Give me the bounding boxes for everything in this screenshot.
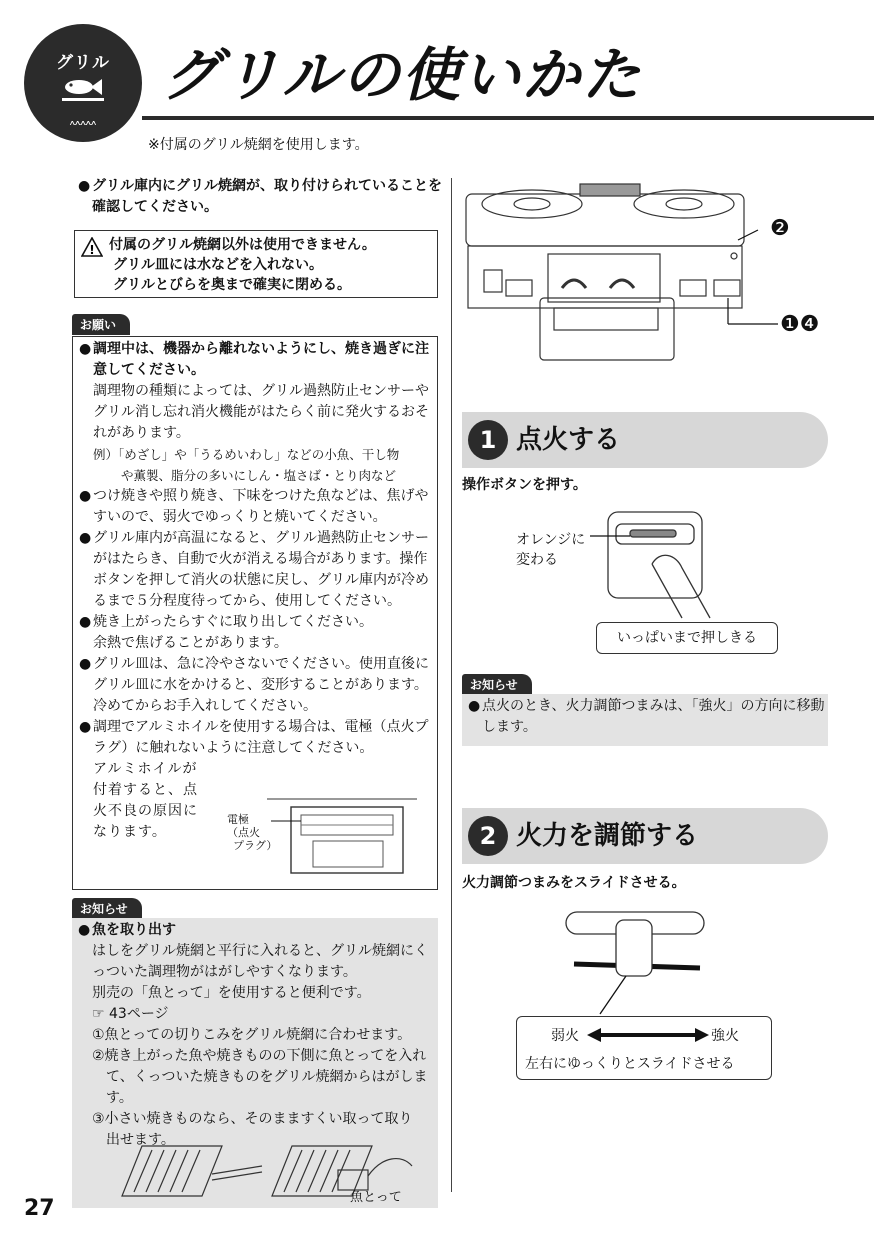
- request-item-1-example-2: や薫製、脂分の多いにしん・塩さば・とり肉など: [121, 468, 397, 483]
- column-divider: [451, 178, 452, 1192]
- step-2-header: [462, 808, 828, 864]
- page-number: 27: [24, 1196, 55, 1221]
- request-tag: お願い: [72, 314, 130, 335]
- ignition-button-illustration: [590, 506, 720, 626]
- request-item-6: ● 調理でアルミホイルを使用する場合は、電極（点火プラグ）に触れないように注意してください。: [79, 719, 429, 756]
- request-box: [72, 336, 438, 890]
- badge-label: グリル: [56, 53, 110, 73]
- push-fully-label: いっぱいまで押しきる: [596, 622, 778, 654]
- info-1-p1: はしをグリル焼網と平行に入れると、グリル焼網にくっついた調理物がはがしやすくなります。: [92, 943, 428, 980]
- info-1-heading: ● 魚を取り出す: [78, 922, 176, 938]
- warning-line-2: グリル皿には水などを入れない。: [113, 257, 323, 273]
- step-2-title: 火力を調節する: [516, 821, 699, 851]
- info-tag-1: お知らせ: [72, 898, 142, 919]
- warning-box: [74, 230, 438, 298]
- weak-fire-label: 弱火: [551, 1028, 579, 1044]
- grill-badge: [24, 24, 142, 142]
- info-1-step-3b: 出せます。: [106, 1132, 175, 1148]
- callout-2: ❷: [770, 216, 790, 241]
- request-item-6-tail: アルミホイルが付着すると、点火不良の原因になります。: [93, 761, 198, 840]
- electrode-label: 電極 （点火 プラグ）: [227, 813, 278, 852]
- info-1-ref: ☞ 43ページ: [92, 1006, 169, 1022]
- info-panel-2: ● 点火のとき、火力調節つまみは、「強火」の方向に移動します。: [462, 694, 828, 746]
- info-1-step-3a: ③小さい焼きものなら、そのまますくい取って取り: [92, 1111, 413, 1127]
- step-2-number: 2: [468, 816, 508, 856]
- info-2-text: 点火のとき、火力調節つまみは、「強火」の方向に移動します。: [482, 698, 825, 735]
- request-item-4a: ● 焼き上がったらすぐに取り出してください。: [79, 614, 373, 630]
- info-1-step-1: ①魚とっての切りこみをグリル焼網に合わせます。: [92, 1027, 412, 1043]
- fish-icon: [62, 76, 104, 106]
- grill-net-note: ※付属のグリル焼網を使用します。: [148, 137, 369, 153]
- orange-label: オレンジに 変わる: [516, 532, 586, 568]
- info-1-step-2b: て、くっついた焼きものをグリル焼網からはがします。: [106, 1069, 428, 1106]
- warning-triangle-icon: [81, 237, 103, 257]
- request-item-4b: 余熱で焦げることがあります。: [93, 635, 288, 651]
- request-item-1-body: 調理物の種類によっては、グリル過熱防止センサーやグリル消し忘れ消火機能がはたらく前に発火するおそれがあります。: [93, 383, 429, 441]
- callout-1-4: ❶❹: [780, 312, 820, 337]
- step-1-title: 点火する: [516, 425, 621, 455]
- info-tag-2: お知らせ: [462, 674, 532, 695]
- svg-text:!: !: [89, 243, 95, 257]
- step-2-instruction: 火力調節つまみをスライドさせる。: [462, 875, 686, 891]
- info-1-p2: 別売の「魚とって」を使用すると便利です。: [92, 985, 371, 1001]
- fish-tool-label: 魚とって: [350, 1190, 402, 1205]
- double-arrow-icon: [587, 1027, 709, 1043]
- step-1-instruction: 操作ボタンを押す。: [462, 477, 587, 493]
- stove-illustration: [462, 176, 834, 376]
- warning-line-1: 付属のグリル焼網以外は使用できません。: [109, 237, 376, 253]
- heat-knob-illustration: [560, 904, 710, 1020]
- request-item-5: ● グリル皿は、急に冷やさないでください。使用直後にグリル皿に水をかけると、変形することがあります。冷めてからお手入れしてください。: [79, 656, 429, 714]
- slide-instruction: 左右にゆっくりとスライドさせる: [525, 1056, 735, 1072]
- slide-label-box: [516, 1016, 772, 1080]
- request-item-3: ● グリル庫内が高温になると、グリル過熱防止センサーがはたらき、自動で火が消える場合があります。操作ボタンを押して消火の状態に戻し、グリル庫内が冷めるまで５分程度待ってから、使用してください。: [79, 530, 429, 609]
- step-1-number: 1: [468, 420, 508, 460]
- title-rule: [142, 116, 874, 120]
- request-item-2: ● つけ焼きや照り焼き、下味をつけた魚などは、焦げやすいので、弱火でゆっくりと焼いてください。: [79, 488, 429, 525]
- grill-interior-illustration: [267, 793, 427, 877]
- warning-line-3: グリルとびらを奥まで確実に閉める。: [113, 277, 351, 293]
- page-title: グリルの使いかた: [162, 41, 643, 109]
- request-item-1-example-1: 例）「めざし」や「うるめいわし」などの小魚、干し物: [93, 447, 400, 462]
- info-panel-1: [72, 918, 438, 1208]
- info-1-step-2a: ②焼き上がった魚や焼きものの下側に魚とってを入れ: [92, 1048, 427, 1064]
- flame-icon: ߍߍߍߍߍ: [69, 118, 97, 128]
- request-item-1-heading: ● 調理中は、機器から離れないようにし、焼き過ぎに注意してください。: [79, 341, 429, 378]
- strong-fire-label: 強火: [711, 1028, 739, 1044]
- step-1-header: [462, 412, 828, 468]
- intro-bullet: ● グリル庫内にグリル焼網が、取り付けられていることを確認してください。: [78, 178, 442, 215]
